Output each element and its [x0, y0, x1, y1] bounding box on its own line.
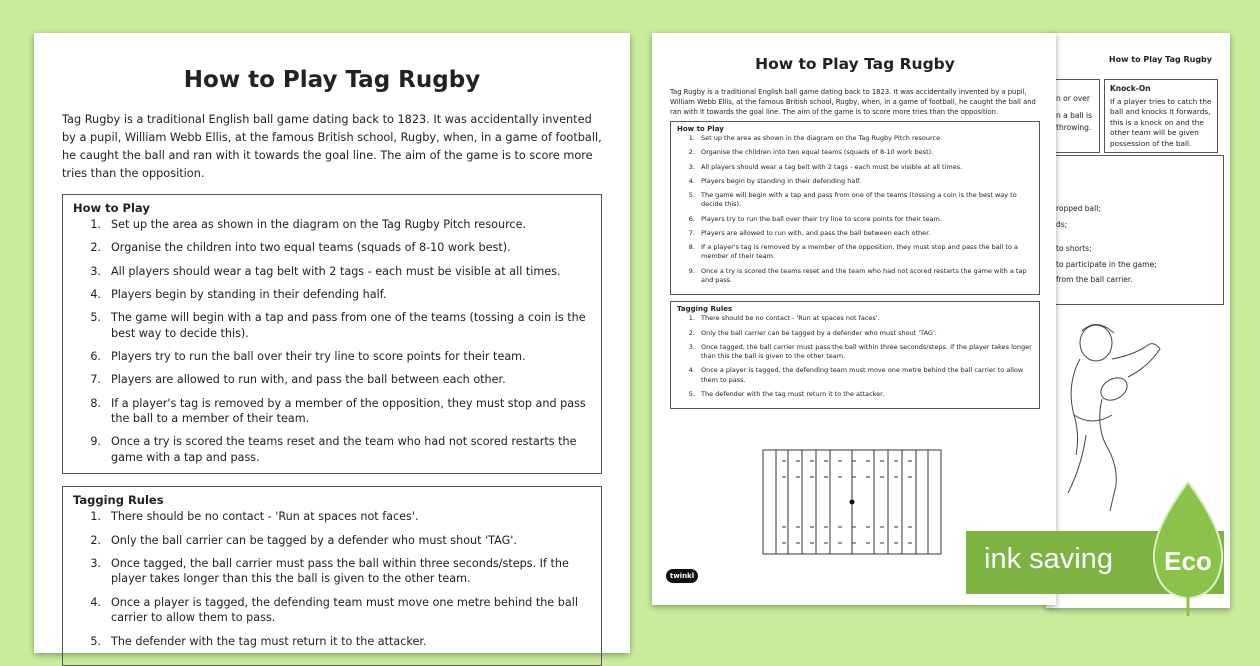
- list-item: 3. Once tagged, the ball carrier must pass the ball within three seconds/steps. If the player takes longer than this the ball is given to the other team.: [90, 556, 569, 586]
- tagging-rules-box: [62, 486, 602, 665]
- list-item: 3. Once tagged, the ball carrier must pass the ball within three seconds/steps. If the player takes longer than this the ball is given to the other team.: [688, 342, 1032, 361]
- list-item: 3. All players should wear a tag belt with 2 tags - each must be visible at all times.: [90, 264, 561, 278]
- preview-intro: Tag Rugby is a traditional English ball game dating back to 1823. It was accidentally invented by a pupil, William Webb Ellis, at the famous British school, Rugby, when, in a game of football, he caught the ball and ran with it towards the goal line. The aim of the game is to score more tries than the opposition.: [670, 88, 1036, 116]
- list-item: 2. Organise the children into two equal teams (squads of 8-10 work best).: [688, 148, 934, 157]
- list-item: 4. Once a player is tagged, the defending team must move one metre behind the ball carrier to allow them to pass.: [688, 366, 1024, 384]
- list-item: 1. There should be no contact - 'Run at spaces not faces'.: [688, 314, 880, 323]
- list-item: 2. Organise the children into two equal teams (squads of 8-10 work best).: [90, 241, 511, 255]
- list-item: 9. Once a try is scored the teams reset and the team who had not scored restarts the game with a tap and pass.: [90, 435, 577, 464]
- how-to-play-box: [62, 194, 602, 474]
- main-page: [34, 33, 630, 653]
- eco-label: Eco: [1164, 546, 1212, 576]
- knock-on-title: Knock-On: [1110, 84, 1151, 93]
- ink-saving-label: ink saving: [984, 543, 1113, 575]
- preview-page: [652, 33, 1056, 605]
- back-fragment-top: n or over n a ball is throwing.: [1056, 94, 1093, 132]
- back-fragment-mid: ropped ball; ds; to shorts; to participate in the game; from the ball carrier.: [1056, 204, 1157, 284]
- intro-paragraph: Tag Rugby is a traditional English ball game dating back to 1823. It was accidentally invented by a pupil, William Webb Ellis, at the famous British school, Rugby, when, in a game of football, he caught the ball and ran with it towards the goal line. The aim of the game is to score more tries than the opposition.: [62, 113, 602, 180]
- list-item: 7. Players are allowed to run with, and pass the ball between each other.: [90, 373, 506, 387]
- list-item: 1. There should be no contact - 'Run at spaces not faces'.: [90, 510, 419, 524]
- knock-on-box: [1104, 79, 1218, 153]
- list-item: 6. Players try to run the ball over their try line to score points for their team.: [688, 214, 942, 223]
- list-item: 4. Players begin by standing in their defending half.: [688, 176, 862, 185]
- preview-title: How to Play Tag Rugby: [755, 55, 955, 73]
- list-item: 5. The game will begin with a tap and pass from one of the teams (tossing a coin is the best way to decide this).: [90, 311, 586, 340]
- list-item: 4. Once a player is tagged, the defending team must move one metre behind the ball carrier to allow them to pass.: [90, 595, 578, 625]
- list-item: 6. Players try to run the ball over their try line to score points for their team.: [90, 349, 526, 363]
- list-item: 2. Only the ball carrier can be tagged by a defender who must shout 'TAG'.: [90, 533, 517, 547]
- twinkl-logo: twinkl: [666, 569, 698, 583]
- knock-on-text: If a player tries to catch the ball and knocks it forwards, this is a knock on and the other team will be given possession of the ball.: [1110, 96, 1212, 148]
- list-item: 5. The game will begin with a tap and pass from one of the teams (tossing a coin is the best way to decide this).: [688, 191, 1017, 209]
- list-item: 1. Set up the area as shown in the diagram on the Tag Rugby Pitch resource.: [90, 218, 527, 231]
- list-item: 8. If a player's tag is removed by a member of the opposition, they must stop and pass the ball to a member of their team.: [688, 243, 1018, 261]
- list-item: 5. The defender with the tag must return it to the attacker.: [688, 389, 885, 398]
- how-to-play-heading: How to Play: [73, 201, 150, 215]
- list-item: 2. Only the ball carrier can be tagged by a defender who must shout 'TAG'.: [688, 328, 937, 337]
- list-item: 1. Set up the area as shown in the diagram on the Tag Rugby Pitch resource.: [688, 134, 943, 142]
- list-item: 9. Once a try is scored the teams reset and the team who had not scored restarts the game with a tap and pass.: [688, 266, 1027, 284]
- list-item: 5. The defender with the tag must return it to the attacker.: [90, 634, 427, 648]
- preview-how-to-play-box: How to Play 1. Set up the area as shown in the diagram on the Tag Rugby Pitch resource. 2. Organise the children into two equal teams (squads of 8-10 work best). 3. All players should wear a tag belt with 2 tags - each must be visible at all times. 4. Players begin by standing in their defending half. 5. The game will begin with a tap and pass from one of the teams (tossing a coin is the best way to decide this). 6. Players try to run the ball over their try line to score points for their team. 7. Players are allowed to run with, and pass the ball between each other. 8. If a player's tag is removed by a member of the opposition, they must stop and pass the ball to a member of their team. 9. Once a try is scored the teams reset and the team who had not scored restarts the game with a tap and pass.: [670, 121, 1040, 295]
- eco-leaf-icon: [1146, 478, 1230, 618]
- back-page-header: How to Play Tag Rugby: [1108, 55, 1212, 64]
- list-item: 8. If a player's tag is removed by a member of the opposition, they must stop and pass the ball to a member of their team.: [90, 396, 586, 426]
- list-item: 7. Players are allowed to run with, and pass the ball between each other.: [688, 228, 931, 237]
- list-item: 4. Players begin by standing in their defending half.: [90, 287, 387, 301]
- tagging-rules-heading: Tagging Rules: [73, 493, 164, 508]
- page-title: How to Play Tag Rugby: [183, 67, 481, 93]
- preview-tagging-rules-box: Tagging Rules 1. There should be no contact - 'Run at spaces not faces'. 2. Only the ball carrier can be tagged by a defender who must shout 'TAG'. 3. Once tagged, the ball carrier must pass the ball within three seconds/steps. If the player takes longer than this the ball is given to the other team. 4. Once a player is tagged, the defending team must move one metre behind the ball carrier to allow them to pass. 5. The defender with the tag must return it to the attacker.: [670, 301, 1040, 409]
- rugby-pitch-diagram: [762, 449, 942, 555]
- list-item: 3. All players should wear a tag belt with 2 tags - each must be visible at all times.: [688, 162, 963, 171]
